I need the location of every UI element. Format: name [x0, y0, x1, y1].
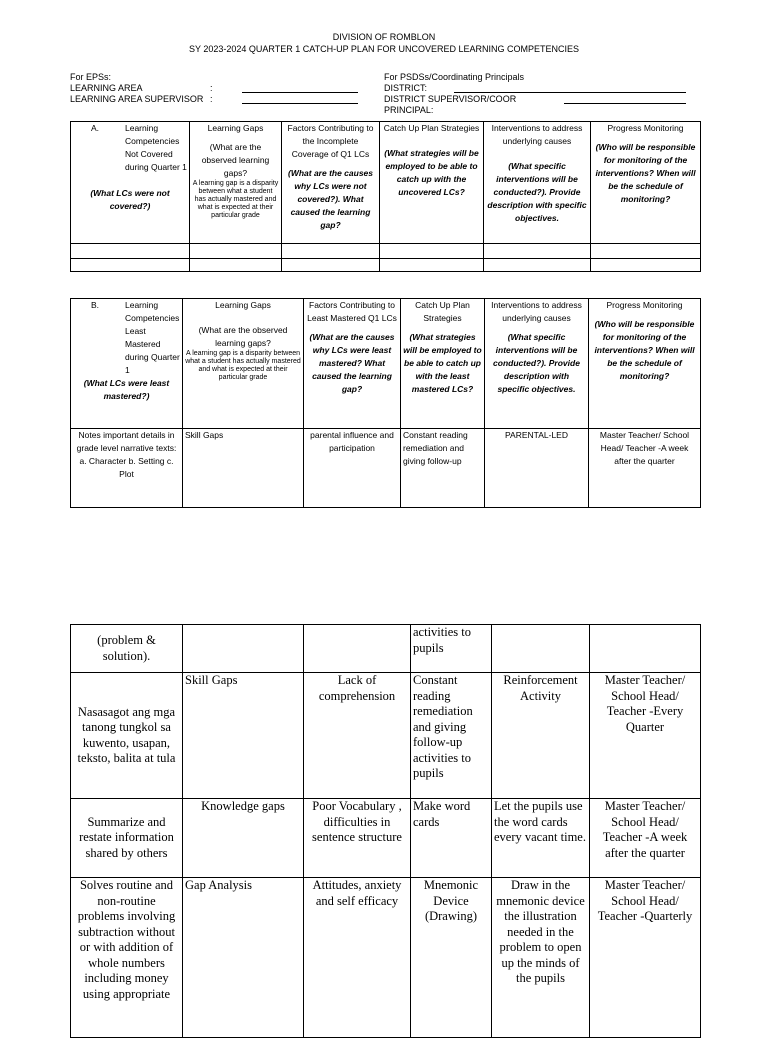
factors-cell: parental influence and participation — [304, 429, 401, 508]
table-row — [71, 673, 701, 799]
table-b-col6-header: Progress Monitoring (Who will be responsible for monitoring of the interventions? When will be the schedule of monitoring? — [589, 299, 701, 429]
colon: : — [210, 94, 213, 104]
table-b-col4-header: Catch Up Plan Strategies (What strategies will be employed to be able to catch up with the least mastered LCs? — [401, 299, 485, 429]
table-b-header-row — [71, 299, 701, 429]
district-supervisor-line — [564, 94, 686, 104]
supervisor-line — [242, 94, 358, 104]
table-row — [71, 429, 701, 508]
factors-cell: Lack of comprehension — [304, 673, 411, 799]
table-b — [70, 298, 701, 508]
monitoring-cell: Master Teacher/ School Head/ Teacher -Every Quarter — [590, 673, 701, 799]
table-a-empty-row — [71, 244, 701, 259]
district-supervisor-label: DISTRICT SUPERVISOR/COOR PRINCIPAL: — [384, 94, 517, 115]
competency-cell: Summarize and restate information shared by others — [71, 799, 183, 878]
table-b-col5-header: Interventions to address underlying causes (What specific interventions will be conducted?). Provide description with specific objectives. — [485, 299, 589, 429]
factors-cell: Attitudes, anxiety and self efficacy — [304, 878, 411, 1038]
table-row — [71, 878, 701, 1038]
learning-area-line — [242, 83, 358, 93]
monitoring-cell — [590, 625, 701, 673]
strategies-cell: Mnemonic Device (Drawing) — [411, 878, 492, 1038]
table-a-empty-row — [71, 259, 701, 272]
interventions-cell — [492, 625, 590, 673]
interventions-cell: Let the pupils use the word cards every vacant time. — [492, 799, 590, 878]
table-a-col1-header: A. Learning Competencies Not Covered during Quarter 1 (What LCs were not covered?) — [71, 122, 190, 244]
district-label: DISTRICT: — [384, 83, 428, 93]
monitoring-cell: Master Teacher/ School Head/ Teacher -A week after the quarter — [589, 429, 701, 508]
meta-right — [384, 72, 686, 116]
table-row — [71, 625, 701, 673]
colon: : — [210, 83, 213, 93]
table-row — [71, 799, 701, 878]
interventions-cell: PARENTAL-LED — [485, 429, 589, 508]
table-b-col3-header: Factors Contributing to Least Mastered Q1 LCs (What are the causes why LCs were least mastered? What caused the learning gap? — [304, 299, 401, 429]
eps-heading: For EPSs: — [70, 72, 112, 82]
table-a-header-row — [71, 122, 701, 244]
learning-gap-cell: Knowledge gaps — [183, 799, 304, 878]
competency-cell: Solves routine and non-routine problems involving subtraction without or with addition of whole numbers including money using appropriate — [71, 878, 183, 1038]
interventions-cell: Draw in the mnemonic device the illustration needed in the problem to open up the minds of the pupils — [492, 878, 590, 1038]
district-line — [454, 83, 686, 93]
table-b-col1-header: B. Learning Competencies Least Mastered during Quarter 1 (What LCs were least mastered?) — [71, 299, 183, 429]
meta-left — [70, 72, 358, 105]
learning-gap-cell: Skill Gaps — [183, 429, 304, 508]
learning-gap-cell: Skill Gaps — [183, 673, 304, 799]
psds-heading: For PSDSs/Coordinating Principals — [384, 72, 525, 82]
table-a-col5-header: Interventions to address underlying causes (What specific interventions will be conducted?). Provide description with specific objectives. — [484, 122, 591, 244]
competency-cell: Nasasagot ang mga tanong tungkol sa kuwento, usapan, teksto, balita at tula — [71, 673, 183, 799]
monitoring-cell: Master Teacher/ School Head/ Teacher -Quarterly — [590, 878, 701, 1038]
competency-cell: (problem & solution). — [71, 625, 183, 673]
strategies-cell: Make word cards — [411, 799, 492, 878]
strategies-cell: Constant reading remediation and giving follow-up activities to pupils — [411, 673, 492, 799]
table-a-col3-header: Factors Contributing to the Incomplete Coverage of Q1 LCs (What are the causes why LCs were not covered?). What caused the learning gap? — [282, 122, 380, 244]
interventions-cell: Reinforcement Activity — [492, 673, 590, 799]
supervisor-label: LEARNING AREA SUPERVISOR — [70, 94, 204, 104]
learning-gap-cell — [183, 625, 304, 673]
factors-cell: Poor Vocabulary , difficulties in sentence structure — [304, 799, 411, 878]
table-a-col2-header: Learning Gaps (What are the observed learning gaps? A learning gap is a disparity between what a student has actually mastered and what is expected at their particular grade — [190, 122, 282, 244]
table-b-col2-header: Learning Gaps (What are the observed learning gaps? A learning gap is a disparity between what a student has actually mastered and what is expected at their particular grade — [183, 299, 304, 429]
strategies-cell: Constant reading remediation and giving follow-up — [401, 429, 485, 508]
monitoring-cell: Master Teacher/ School Head/ Teacher -A week after the quarter — [590, 799, 701, 878]
table-c — [70, 624, 701, 1038]
learning-gap-cell: Gap Analysis — [183, 878, 304, 1038]
table-a-col4-header: Catch Up Plan Strategies (What strategies will be employed to be able to catch up with the uncovered LCs? — [380, 122, 484, 244]
strategies-cell: activities to pupils — [411, 625, 492, 673]
division-title: DIVISION OF ROMBLON — [332, 32, 436, 42]
competency-cell: Notes important details in grade level narrative texts: a. Character b. Setting c. Plot — [71, 429, 183, 508]
document-title: SY 2023-2024 QUARTER 1 CATCH-UP PLAN FOR UNCOVERED LEARNING COMPETENCIES — [189, 44, 579, 54]
table-a — [70, 121, 701, 272]
factors-cell — [304, 625, 411, 673]
table-a-col6-header: Progress Monitoring (Who will be responsible for monitoring of the interventions? When will be the schedule of monitoring? — [591, 122, 701, 244]
learning-area-label: LEARNING AREA — [70, 83, 143, 93]
